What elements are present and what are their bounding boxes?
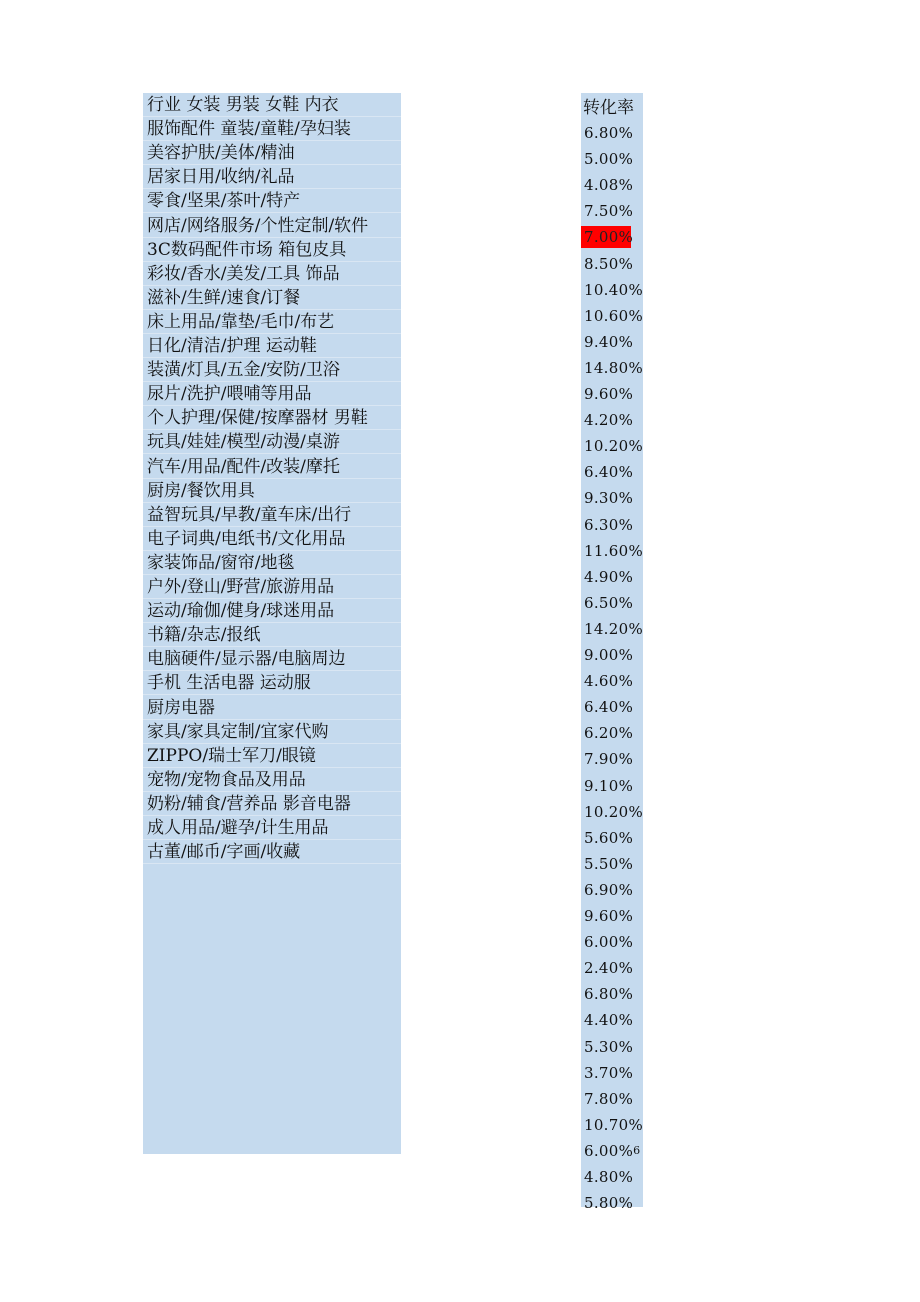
rate-value: 9.30% <box>584 489 634 508</box>
rate-value: 6.30% <box>584 515 634 534</box>
industry-cell[interactable]: 零食/坚果/茶叶/特产 <box>143 189 401 213</box>
industry-cell[interactable]: 电脑硬件/显示器/电脑周边 <box>143 647 401 671</box>
industry-cell[interactable]: 手机 生活电器 运动服 <box>143 671 401 695</box>
industry-cell[interactable]: 个人护理/保健/按摩器材 男鞋 <box>143 406 401 430</box>
rate-cell[interactable] <box>581 331 643 353</box>
industry-cell[interactable]: 日化/清洁/护理 运动鞋 <box>143 334 401 358</box>
rate-cell[interactable] <box>581 461 643 483</box>
rate-cell[interactable] <box>581 722 643 744</box>
rate-value: 7.80% <box>584 1089 634 1108</box>
rate-value: 3.70% <box>584 1063 634 1082</box>
rate-value: 4.60% <box>584 672 634 691</box>
rate-cell[interactable] <box>581 827 643 849</box>
industry-cell[interactable]: 益智玩具/早教/童车床/出行 <box>143 503 401 527</box>
industry-cell[interactable]: 床上用品/靠垫/毛巾/布艺 <box>143 310 401 334</box>
industry-cell[interactable]: 滋补/生鲜/速食/订餐 <box>143 286 401 310</box>
rate-cell[interactable] <box>581 670 643 692</box>
rate-cell[interactable] <box>581 1192 643 1214</box>
industry-cell[interactable]: 家装饰品/窗帘/地毯 <box>143 551 401 575</box>
industry-cell[interactable]: 服饰配件 童装/童鞋/孕妇装 <box>143 117 401 141</box>
rate-cell[interactable] <box>581 1062 643 1084</box>
rate-value: 10.70% <box>584 1115 643 1134</box>
rate-value: 9.40% <box>584 332 634 351</box>
rate-value: 8.50% <box>584 254 634 273</box>
rate-cell[interactable] <box>581 357 643 379</box>
rate-value: 14.20% <box>584 619 643 638</box>
rate-cell[interactable] <box>581 748 643 770</box>
rate-value: 9.00% <box>584 646 634 664</box>
industry-cell[interactable]: 3C数码配件市场 箱包皮具 <box>143 238 401 262</box>
trailing-mark: 6 <box>633 1143 641 1157</box>
rate-value: 5.30% <box>584 1037 634 1056</box>
rate-cell[interactable] <box>581 879 643 901</box>
industry-cell[interactable]: 奶粉/辅食/营养品 影音电器 <box>143 792 401 816</box>
rate-value: 4.20% <box>584 411 634 430</box>
rate-cell[interactable] <box>581 801 643 823</box>
conversion-rate-column <box>581 93 643 1213</box>
industry-cell[interactable]: 彩妆/香水/美发/工具 饰品 <box>143 262 401 286</box>
rate-value: 6.20% <box>584 724 634 743</box>
rate-cell[interactable] <box>581 174 643 196</box>
industry-cell[interactable]: 装潢/灯具/五金/安防/卫浴 <box>143 358 401 382</box>
rate-cell[interactable] <box>581 409 643 431</box>
industry-cell[interactable]: 行业 女装 男装 女鞋 内衣 <box>143 93 401 117</box>
rate-cell[interactable] <box>581 122 643 144</box>
industry-cell[interactable]: 居家日用/收纳/礼品 <box>143 165 401 189</box>
rate-cell[interactable] <box>581 1088 643 1110</box>
rate-cell[interactable] <box>581 514 643 536</box>
rate-value: 7.50% <box>584 202 634 221</box>
industry-cell[interactable]: 宠物/宠物食品及用品 <box>143 768 401 792</box>
industry-cell[interactable]: 汽车/用品/配件/改装/摩托 <box>143 455 401 479</box>
industry-cell[interactable]: ZIPPO/瑞士军刀/眼镜 <box>143 744 401 768</box>
rate-value: 10.20% <box>584 802 643 821</box>
industry-cell[interactable]: 网店/网络服务/个性定制/软件 <box>143 214 401 238</box>
rate-value: 5.50% <box>584 854 634 873</box>
rate-cell[interactable] <box>581 305 643 327</box>
rate-cell[interactable] <box>581 566 643 588</box>
rate-value: 6.80% <box>584 985 634 1004</box>
industry-cell[interactable]: 古董/邮币/字画/收藏 <box>143 840 401 864</box>
rate-value: 5.60% <box>584 828 634 847</box>
rate-value: 5.80% <box>584 1194 634 1213</box>
rate-cell[interactable] <box>581 540 643 562</box>
rate-value: 9.60% <box>584 385 634 403</box>
industry-cell[interactable]: 厨房电器 <box>143 696 401 720</box>
rate-value: 4.08% <box>584 176 634 195</box>
rate-cell[interactable] <box>581 487 643 509</box>
rate-cell[interactable] <box>581 696 643 718</box>
rate-cell[interactable] <box>581 1114 643 1136</box>
rate-cell[interactable] <box>581 1166 643 1188</box>
rate-value: 9.10% <box>584 776 634 795</box>
rate-cell[interactable] <box>581 853 643 875</box>
highlighted-rate-cell[interactable] <box>581 226 634 248</box>
rate-cell[interactable] <box>581 279 643 301</box>
industry-column <box>143 93 401 1154</box>
industry-cell[interactable]: 厨房/餐饮用具 <box>143 479 401 503</box>
rate-cell[interactable] <box>581 957 643 979</box>
rate-value: 6.50% <box>584 593 634 612</box>
rate-cell[interactable] <box>581 618 643 640</box>
rate-cell[interactable] <box>581 200 643 222</box>
rate-cell[interactable] <box>581 775 643 797</box>
rate-value: 4.80% <box>584 1168 634 1186</box>
rate-cell[interactable] <box>581 1036 643 1058</box>
rate-value: 9.60% <box>584 907 634 925</box>
rate-value: 14.80% <box>584 358 643 377</box>
rate-cell[interactable] <box>581 931 643 953</box>
rate-value: 6.00% <box>584 933 634 952</box>
rate-cell[interactable] <box>581 383 643 405</box>
rate-value: 2.40% <box>584 959 634 978</box>
conversion-rate-header: 转化率 <box>583 98 634 118</box>
rate-value: 6.00% <box>584 1141 634 1160</box>
rate-value: 6.90% <box>584 880 634 899</box>
rate-value: 7.00% <box>584 228 634 247</box>
rate-value: 6.40% <box>584 463 634 482</box>
rate-value: 11.60% <box>584 541 643 560</box>
rate-cell[interactable] <box>581 905 643 927</box>
rate-value: 10.40% <box>584 280 643 299</box>
industry-cell[interactable]: 成人用品/避孕/计生用品 <box>143 816 401 840</box>
industry-cell[interactable]: 运动/瑜伽/健身/球迷用品 <box>143 599 401 623</box>
industry-cell[interactable]: 家具/家具定制/宜家代购 <box>143 720 401 744</box>
rate-cell[interactable] <box>581 253 643 275</box>
industry-cell[interactable]: 玩具/娃娃/模型/动漫/桌游 <box>143 430 401 454</box>
industry-cell[interactable]: 户外/登山/野营/旅游用品 <box>143 575 401 599</box>
industry-cell[interactable]: 电子词典/电纸书/文化用品 <box>143 527 401 551</box>
rate-cell[interactable] <box>581 1140 643 1162</box>
rate-cell[interactable] <box>581 592 643 614</box>
rate-value: 4.90% <box>584 567 634 586</box>
rate-value: 10.60% <box>584 306 643 325</box>
rate-cell[interactable] <box>581 983 643 1005</box>
rate-cell[interactable] <box>581 644 643 666</box>
rate-value: 5.00% <box>584 150 634 169</box>
rate-cell[interactable] <box>581 148 643 170</box>
industry-cell[interactable]: 书籍/杂志/报纸 <box>143 623 401 647</box>
rate-cell[interactable] <box>581 435 643 457</box>
rate-value: 6.40% <box>584 698 634 717</box>
rate-value: 4.40% <box>584 1011 634 1030</box>
rate-value: 10.20% <box>584 437 643 456</box>
rate-value: 7.90% <box>584 750 634 769</box>
industry-cell[interactable]: 美容护肤/美体/精油 <box>143 141 401 165</box>
rate-value: 6.80% <box>584 124 634 142</box>
rate-cell[interactable] <box>581 1009 643 1031</box>
industry-cell[interactable]: 尿片/洗护/喂哺等用品 <box>143 382 401 406</box>
